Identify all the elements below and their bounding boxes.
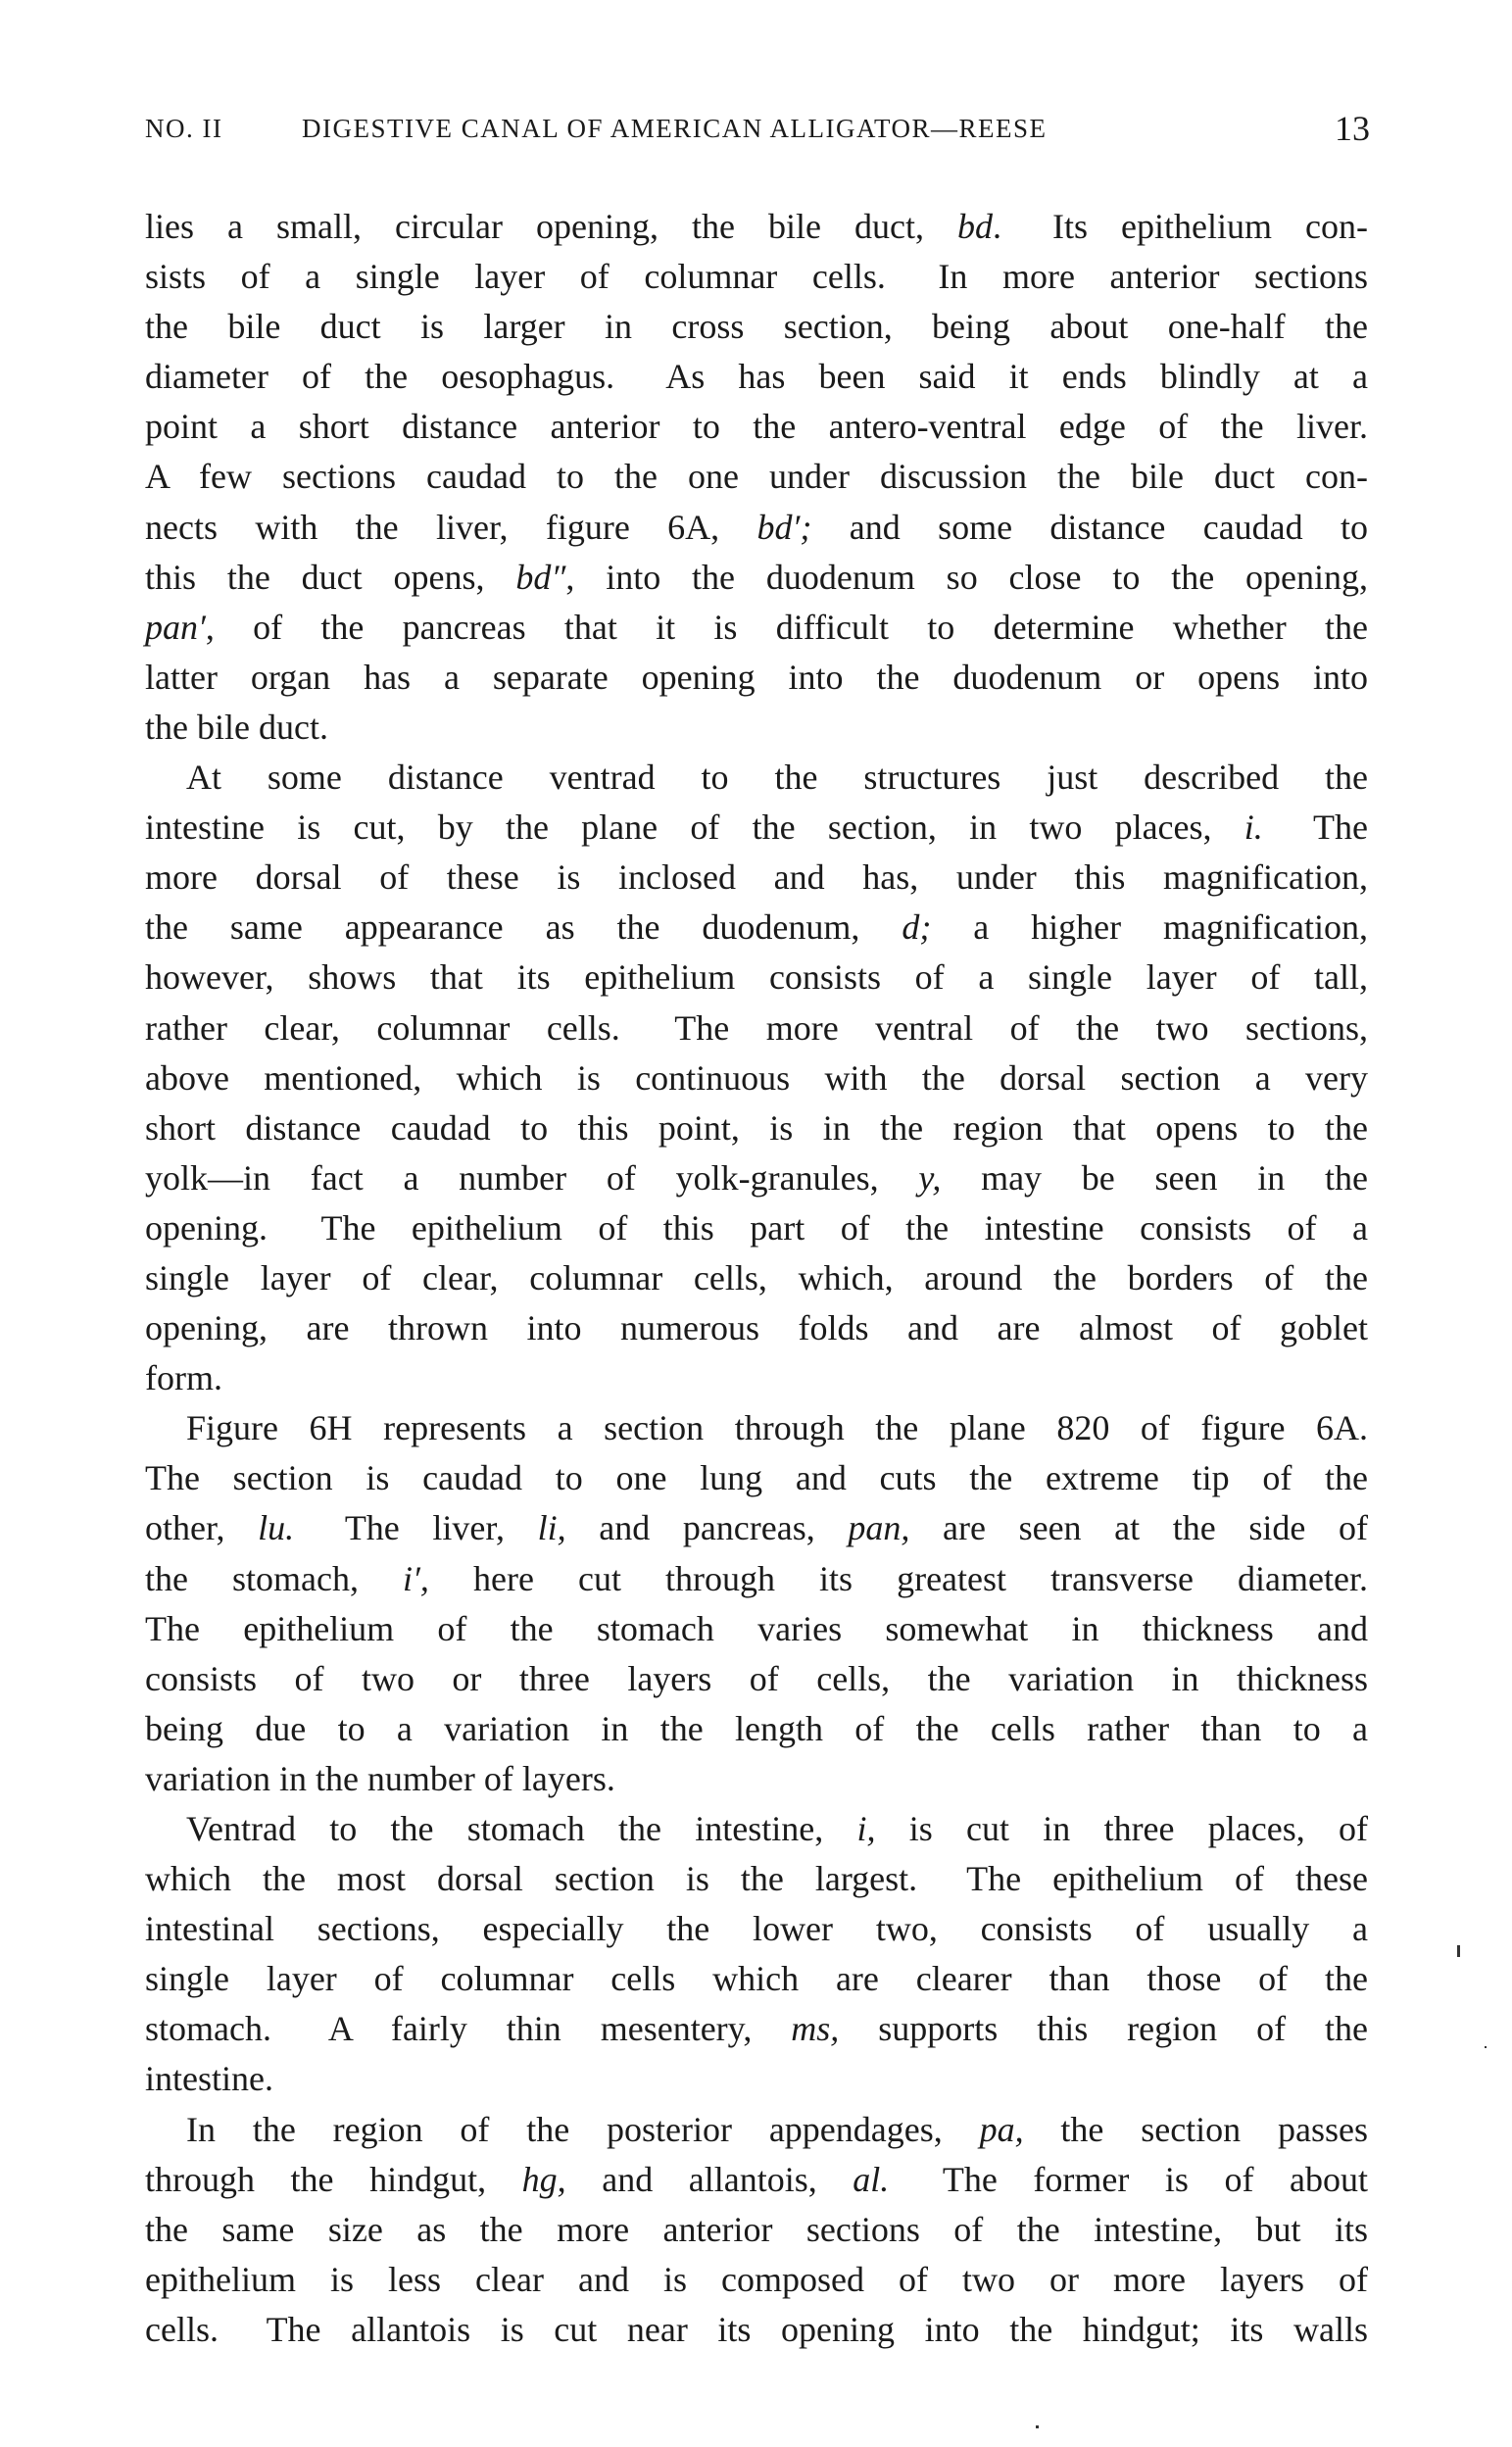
running-title: DIGESTIVE CANAL OF AMERICAN ALLIGATOR—REESE xyxy=(302,114,1048,143)
text-line xyxy=(145,553,1368,603)
text-line xyxy=(145,1003,1368,1053)
text-line xyxy=(145,1554,1368,1604)
text-line xyxy=(145,402,1368,452)
paragraph xyxy=(145,1403,1368,1804)
text-segment: cells. The allantois is cut near its opening into the hindgut; its walls xyxy=(145,2309,1368,2349)
text-segment: , of the pancreas that it is difficult to determine whether the xyxy=(205,607,1368,647)
text-segment: sists of a single layer of columnar cells. In more anterior sections xyxy=(145,257,1368,297)
text-line xyxy=(145,1604,1368,1654)
running-header xyxy=(145,106,1370,149)
text-segment: rather clear, columnar cells. The more ventral of the two sections, xyxy=(145,1007,1368,1048)
text-segment: the same appearance as the duodenum, xyxy=(145,907,902,948)
text-segment: other, xyxy=(145,1508,259,1548)
figure-label: ms, xyxy=(791,2009,840,2049)
figure-label: pan′ xyxy=(145,607,206,647)
text-segment: latter organ has a separate opening into the duodenum or opens into xyxy=(145,657,1368,697)
issue-number: NO. II xyxy=(145,114,223,143)
text-line xyxy=(145,1854,1368,1904)
text-segment: lies a small, circular opening, the bile duct, xyxy=(145,207,957,246)
text-segment: the bile duct. xyxy=(145,707,328,747)
text-segment: the stomach, xyxy=(145,1558,404,1598)
stray-dot xyxy=(1036,2425,1039,2428)
figure-label: bd xyxy=(957,207,993,246)
paragraph xyxy=(145,2105,1368,2355)
text-segment: diameter of the oesophagus. As has been said it ends blindly at a xyxy=(145,357,1368,397)
text-segment: variation in the number of layers. xyxy=(145,1758,615,1798)
text-segment: single layer of columnar cells which are clearer than those of the xyxy=(145,1959,1368,1999)
text-line xyxy=(145,1353,1368,1403)
text-segment: . Its epithelium con- xyxy=(993,207,1369,246)
text-line xyxy=(145,1253,1368,1303)
text-segment: intestinal sections, especially the lower two, consists of usually a xyxy=(145,1909,1368,1949)
text-line xyxy=(145,202,1368,252)
text-line xyxy=(145,853,1368,903)
text-line xyxy=(145,1203,1368,1253)
text-segment: through the hindgut, xyxy=(145,2159,522,2199)
text-segment: In the region of the posterior appendages, xyxy=(186,2109,980,2149)
text-segment: The liver, xyxy=(294,1508,538,1548)
text-line xyxy=(145,603,1368,653)
figure-label: bd′; xyxy=(756,507,812,547)
figure-label: i. xyxy=(1244,808,1263,848)
text-segment: , into the duodenum so close to the opening, xyxy=(565,557,1368,597)
text-line xyxy=(145,753,1368,803)
text-line xyxy=(145,1654,1368,1704)
text-segment: The section is caudad to one lung and cuts the extreme tip of the xyxy=(145,1458,1368,1498)
text-line xyxy=(145,1754,1368,1804)
text-segment: A few sections caudad to the one under discussion the bile duct con- xyxy=(145,457,1368,497)
text-segment: supports this region of the xyxy=(839,2009,1368,2049)
text-segment: above mentioned, which is continuous with the dorsal section a very xyxy=(145,1057,1368,1098)
text-segment: The former is of about xyxy=(889,2159,1368,2199)
text-line xyxy=(145,1453,1368,1503)
text-segment: Ventrad to the stomach the intestine, xyxy=(186,1809,857,1848)
text-segment: intestine. xyxy=(145,2059,273,2099)
figure-label: pa, xyxy=(979,2109,1024,2149)
text-line xyxy=(145,2054,1368,2104)
text-line xyxy=(145,2004,1368,2054)
text-segment: The epithelium of the stomach varies somewhat in thickness and xyxy=(145,1608,1368,1648)
page-number: 13 xyxy=(1335,109,1370,148)
stray-dot xyxy=(1485,2046,1487,2048)
text-line xyxy=(145,252,1368,302)
text-segment: is cut in three places, of xyxy=(875,1809,1368,1848)
text-segment: the section passes xyxy=(1023,2109,1368,2149)
text-line xyxy=(145,1153,1368,1203)
text-segment: stomach. A fairly thin mesentery, xyxy=(145,2009,792,2049)
text-line xyxy=(145,1904,1368,1954)
figure-label: i, xyxy=(856,1809,876,1848)
text-segment: however, shows that its epithelium consists of a single layer of tall, xyxy=(145,957,1368,998)
figure-label: bd″ xyxy=(515,557,566,597)
figure-label: hg, xyxy=(521,2159,566,2199)
text-segment: Figure 6H represents a section through the plane 820 of figure 6A. xyxy=(186,1408,1368,1448)
text-segment: being due to a variation in the length of the cells rather than to a xyxy=(145,1708,1368,1748)
text-line xyxy=(145,903,1368,953)
text-line xyxy=(145,703,1368,753)
text-line xyxy=(145,503,1368,553)
text-segment: may be seen in the xyxy=(941,1157,1368,1198)
text-segment: opening. The epithelium of this part of the intestine consists of a xyxy=(145,1207,1368,1248)
text-line xyxy=(145,452,1368,502)
text-line xyxy=(145,803,1368,853)
text-segment: here cut through its greatest transverse diameter. xyxy=(428,1558,1368,1598)
text-segment: which the most dorsal section is the largest. The epithelium of these xyxy=(145,1859,1368,1899)
text-line xyxy=(145,2105,1368,2155)
text-segment: consists of two or three layers of cells, the variation in thickness xyxy=(145,1658,1368,1698)
text-segment: are seen at the side of xyxy=(909,1508,1369,1548)
figure-label: li, xyxy=(537,1508,566,1548)
text-segment: more dorsal of these is inclosed and has, under this magnification, xyxy=(145,857,1368,898)
figure-label: al. xyxy=(853,2159,890,2199)
text-line xyxy=(145,2205,1368,2255)
text-segment: a higher magnification, xyxy=(931,907,1368,948)
figure-label: d; xyxy=(902,907,932,948)
text-line xyxy=(145,2155,1368,2205)
figure-label: pan, xyxy=(848,1508,910,1548)
text-line xyxy=(145,1804,1368,1854)
text-line xyxy=(145,1303,1368,1353)
stray-mark xyxy=(1457,1945,1460,1957)
text-segment: epithelium is less clear and is composed of two or more layers of xyxy=(145,2259,1368,2299)
text-segment: and allantois, xyxy=(565,2159,854,2199)
text-line xyxy=(145,1103,1368,1153)
text-segment: single layer of clear, columnar cells, which, around the borders of the xyxy=(145,1257,1368,1297)
figure-label: lu. xyxy=(258,1508,295,1548)
paragraph xyxy=(145,202,1368,753)
text-segment: The xyxy=(1262,808,1369,848)
text-segment: and pancreas, xyxy=(565,1508,849,1548)
text-segment: the same size as the more anterior sections of the intestine, but its xyxy=(145,2209,1368,2249)
text-segment: intestine is cut, by the plane of the section, in two places, xyxy=(145,808,1244,848)
text-line xyxy=(145,302,1368,352)
text-segment: this the duct opens, xyxy=(145,557,516,597)
text-line xyxy=(145,953,1368,1003)
text-line xyxy=(145,1954,1368,2004)
text-segment: the bile duct is larger in cross section, being about one-half the xyxy=(145,307,1368,347)
text-line xyxy=(145,1403,1368,1453)
text-line xyxy=(145,2305,1368,2355)
text-segment: nects with the liver, figure 6A, xyxy=(145,507,757,547)
text-line xyxy=(145,1503,1368,1553)
text-line xyxy=(145,352,1368,402)
text-line xyxy=(145,2255,1368,2305)
text-segment: short distance caudad to this point, is in the region that opens to the xyxy=(145,1107,1368,1148)
text-segment: yolk—in fact a number of yolk-granules, xyxy=(145,1157,919,1198)
text-segment: At some distance ventrad to the structures just described the xyxy=(186,758,1368,798)
text-line xyxy=(145,1053,1368,1103)
figure-label: i′, xyxy=(403,1558,429,1598)
text-line xyxy=(145,1704,1368,1754)
text-segment: form. xyxy=(145,1358,222,1398)
paragraph xyxy=(145,753,1368,1403)
text-segment: and some distance caudad to xyxy=(811,507,1369,547)
paragraph xyxy=(145,1804,1368,2105)
figure-label: y, xyxy=(918,1157,942,1198)
text-segment: point a short distance anterior to the antero-ventral edge of the liver. xyxy=(145,407,1368,447)
text-segment: opening, are thrown into numerous folds and are almost of goblet xyxy=(145,1308,1368,1348)
text-line xyxy=(145,653,1368,703)
body-text xyxy=(145,202,1368,2355)
